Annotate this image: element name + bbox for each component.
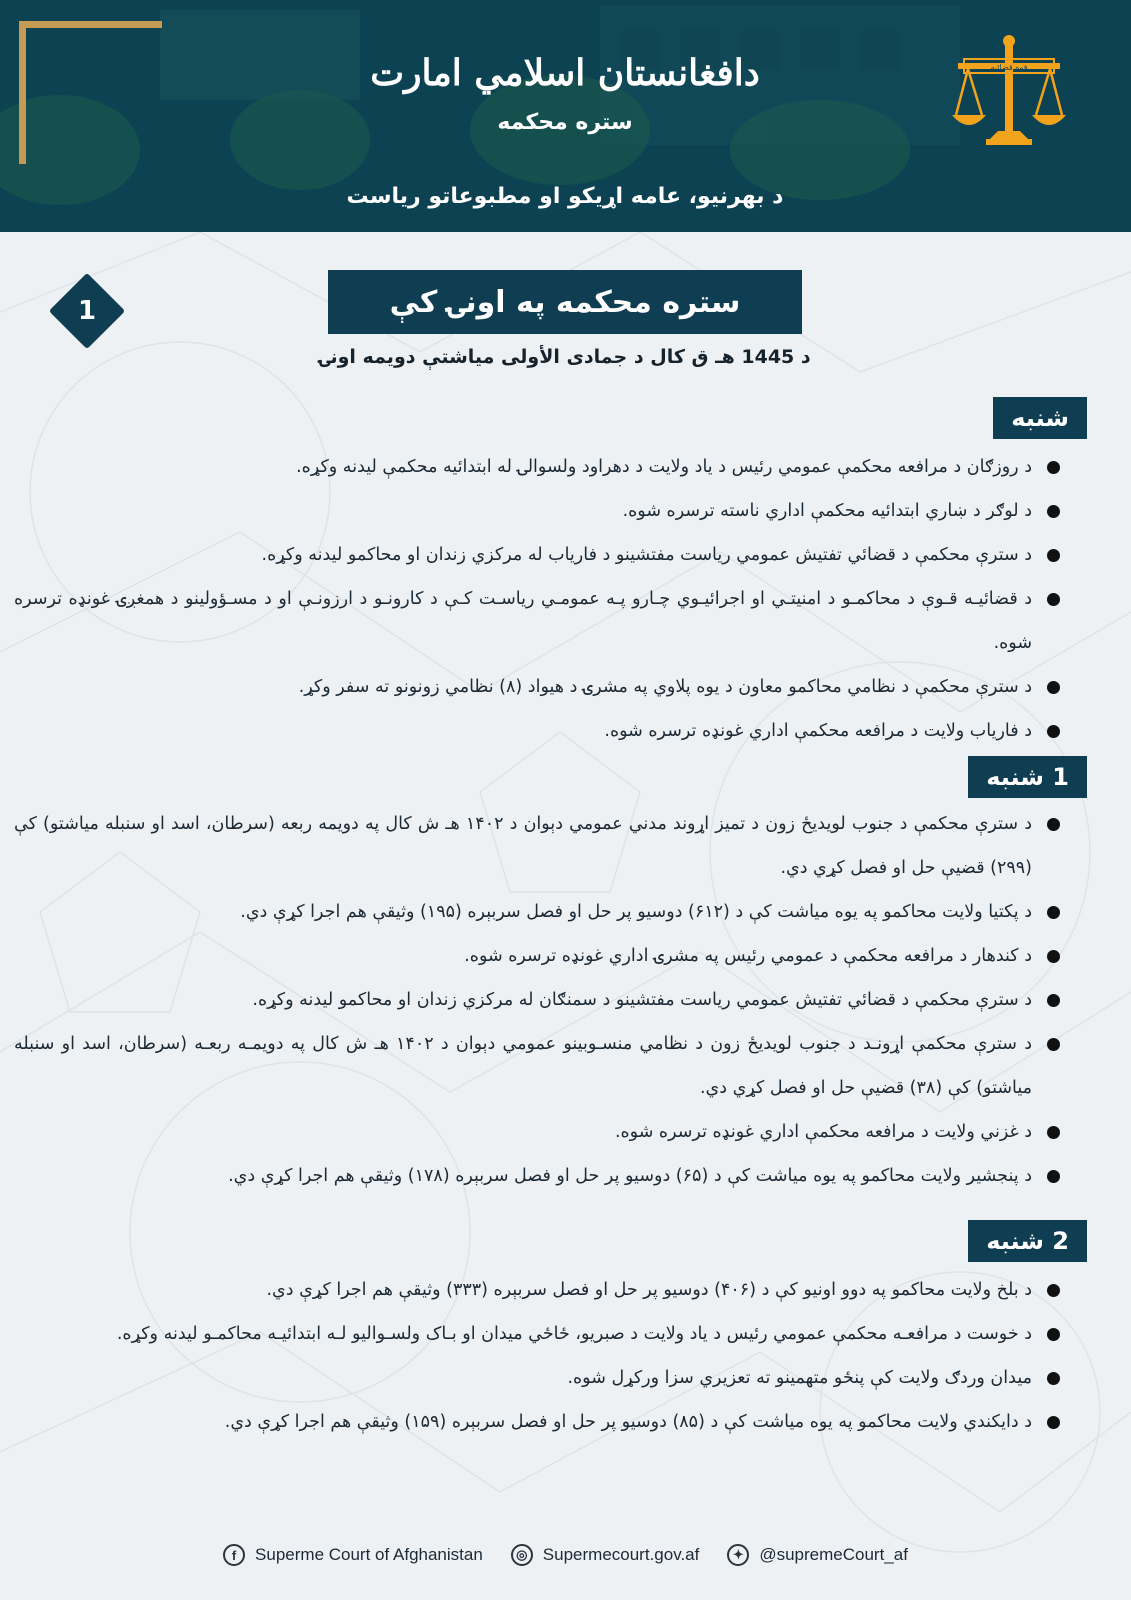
corner-frame xyxy=(19,21,162,164)
facebook-icon[interactable]: f xyxy=(223,1544,245,1566)
list-item: د لوګر د ښاري ابتدائیه محکمې اداري ناسته ترسره شوه. xyxy=(14,489,1066,533)
website-link[interactable]: Supermecourt.gov.af xyxy=(542,1545,700,1564)
section-heading-monday: 2 شنبه xyxy=(968,1220,1087,1262)
list-item: د فاریاب ولایت د مرافعه محکمې اداري غونډه ترسره شوه. xyxy=(14,709,1066,753)
list-item: د پنجشیر ولایت محاکمو په یوه میاشت کې د (۶۵) دوسیو پر حل او فصل سربېره (۱۷۸) وثیقې هم اجرا کړې دي. xyxy=(14,1154,1066,1198)
section-list-saturday xyxy=(14,445,1066,753)
directorate-title: د بهرنیو، عامه اړیکو او مطبوعاتو ریاست xyxy=(346,184,784,209)
section-list-sunday xyxy=(14,802,1066,1198)
list-item: د غزني ولایت د مرافعه محکمې اداري غونډه ترسره شوه. xyxy=(14,1110,1066,1154)
list-item: د سترې محکمې اړونـد د جنوب لویدیځ زون د نظامي منسـوبینو عمومي دېوان د ۱۴۰۲ هـ ش کال په دویمـه ربعـه (سرطان، اسد او سنبله میاشتو) کې (۳۸) قضیې حل او فصل کړي دي. xyxy=(14,1022,1066,1110)
globe-icon[interactable]: ◎ xyxy=(511,1544,533,1566)
page-number: 1 xyxy=(77,296,97,326)
twitter-icon[interactable]: ✦ xyxy=(727,1544,749,1566)
section-heading-saturday: شنبه xyxy=(993,397,1087,439)
list-item: د کندهار د مرافعه محکمې د عمومي رئیس په مشرۍ اداري غونډه ترسره شوه. xyxy=(14,934,1066,978)
page-title: ستره محکمه په اونۍ کې xyxy=(328,270,802,334)
list-item: د پکتیا ولایت محاکمو په یوه میاشت کې د (۶۱۲) دوسیو پر حل او فصل سربېره (۱۹۵) وثیقې هم اجرا کړې دي. xyxy=(14,890,1066,934)
emirate-title: دافغانستان اسلامي امارت xyxy=(370,52,760,94)
scale-label: قوه قضائيه xyxy=(990,63,1028,72)
header-banner xyxy=(0,0,1131,232)
list-item: د قضائیـه قـوې د محاکمـو د امنیتـي او اجرائیـوي چـارو پـه عمومـي ریاسـت کـې د کارونـو د ارزونـې او د مسـؤولینو د همغږۍ غونډه ترسره شوه. xyxy=(14,577,1066,665)
list-item: د سترې محکمې د قضائي تفتیش عمومي ریاست مفتشینو د سمنګان له مرکزي زندان او محاکمو لیدنه وکړه. xyxy=(14,978,1066,1022)
list-item: د خوست د مرافعـه محکمې عمومي رئیس د یاد ولایت د صبریو، ځاځي میدان او بـاک ولسـوالیو لـه ابتدائیـه محاکمـو لیدنه وکړه. xyxy=(14,1312,1066,1356)
list-item: د سترې محکمې د قضائي تفتیش عمومي ریاست مفتشینو د فاریاب له مرکزي زندان او محاکمو لیدنه وکړه. xyxy=(14,533,1066,577)
list-item: میدان وردګ ولایت کې پنځو متهمینو ته تعزیري سزا ورکړل شوه. xyxy=(14,1356,1066,1400)
list-item: د روزګان د مرافعه محکمې عمومي رئیس د یاد ولایت د دهراود ولسوالۍ له ابتدائیه محکمې لیدنه وکړه. xyxy=(14,445,1066,489)
section-heading-sunday: 1 شنبه xyxy=(968,756,1087,798)
section-list-monday xyxy=(14,1268,1066,1444)
page-subtitle: د 1445 هـ ق کال د جمادی الأولی میاشتې دویمه اونۍ xyxy=(319,346,811,368)
court-name: ستره محکمه xyxy=(497,110,633,135)
list-item: د سترې محکمې د جنوب لویدیځ زون د تمیز اړوند مدني عمومي دېوان د ۱۴۰۲ هـ ش کال په دویمه ربعه (سرطان، اسد او سنبله میاشتو) کې (۲۹۹) قضیې حل او فصل کړي دي. xyxy=(14,802,1066,890)
footer-social xyxy=(0,1541,1131,1569)
facebook-link[interactable]: Superme Court of Afghanistan xyxy=(255,1545,483,1564)
list-item: د سترې محکمې د نظامي محاکمو معاون د یوه پلاوي په مشرۍ د هیواد (۸) نظامي زونونو ته سفر وکړ. xyxy=(14,665,1066,709)
list-item: د دایکندي ولایت محاکمو په یوه میاشت کې د (۸۵) دوسیو پر حل او فصل سربېره (۱۵۹) وثیقې هم اجرا کړې دي. xyxy=(14,1400,1066,1444)
scales-of-justice-icon xyxy=(950,35,1068,155)
twitter-link[interactable]: @supremeCourt_af xyxy=(759,1545,908,1564)
list-item: د بلخ ولایت محاکمو په دوو اونیو کې د (۴۰۶) دوسیو پر حل او فصل سربېره (۳۳۳) وثیقې هم اجرا کړې دي. xyxy=(14,1268,1066,1312)
